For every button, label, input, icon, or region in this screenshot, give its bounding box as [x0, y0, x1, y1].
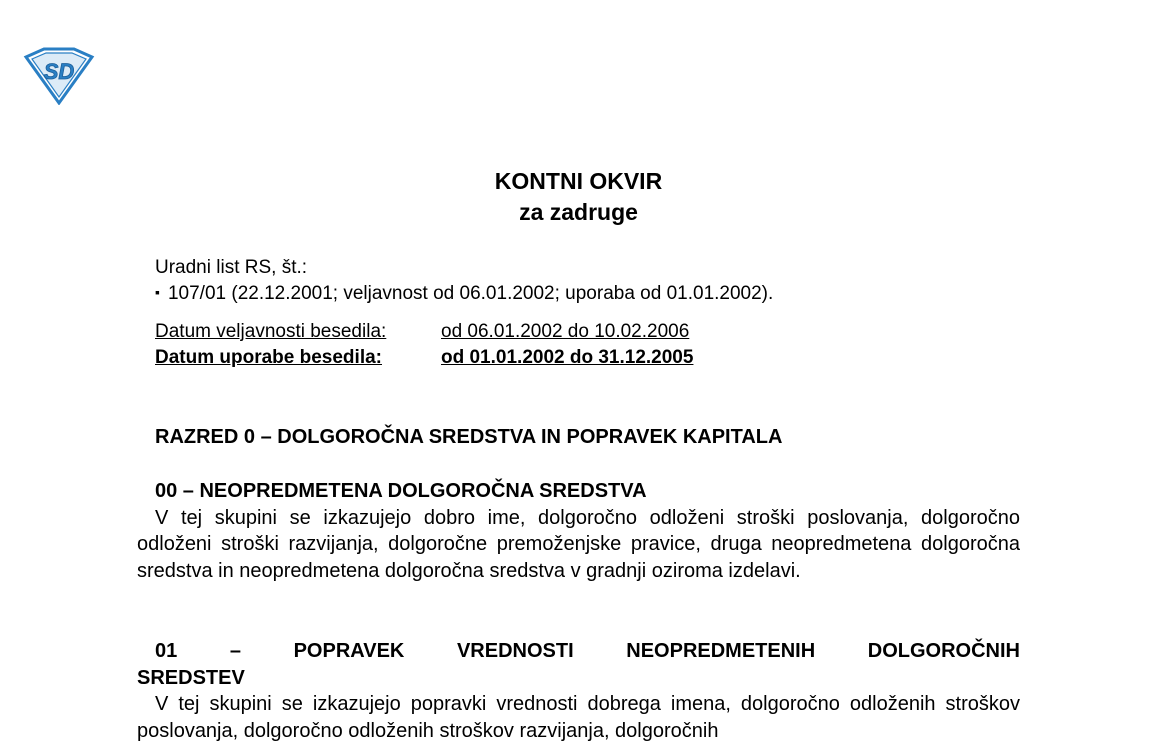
source-item: ▪ 107/01 (22.12.2001; veljavnost od 06.01.2002; uporaba od 01.01.2002).: [155, 281, 773, 307]
title-line-1: KONTNI OKVIR: [494, 168, 663, 194]
usage-label: Datum uporabe besedila:: [155, 347, 382, 368]
usage-value: od 01.01.2002 do 31.12.2005: [441, 347, 694, 368]
usage-date-row: [155, 345, 693, 371]
validity-date-row: [155, 319, 693, 345]
source-reference: [155, 255, 773, 307]
section-heading: 01 – POPRAVEK VREDNOSTI NEOPREDMETENIH DOLGOROČNIH SREDSTEV: [137, 640, 1020, 689]
sd-logo: [22, 47, 96, 105]
class-heading: RAZRED 0 – DOLGOROČNA SREDSTVA IN POPRAVEK KAPITALA: [155, 426, 783, 448]
section-01: [137, 638, 1020, 744]
sd-shield-logo-icon: [22, 47, 96, 105]
text-dates: [155, 319, 693, 371]
source-label: Uradni list RS, št.:: [155, 257, 308, 278]
title-line-2: za zadruge: [519, 199, 638, 225]
document-title: [0, 166, 1157, 228]
section-body: V tej skupini se izkazujejo popravki vrednosti dobrega imena, dolgoročno odloženih stroškov poslovanja, dolgoročno odloženih stroškov razvijanja, dolgoročnih: [137, 693, 1020, 742]
section-body: V tej skupini se izkazujejo dobro ime, dolgoročno odloženi stroški poslovanja, dolgoročno odloženi stroški razvijanja, dolgoročne premoženjske pravice, druga neopredmetena dolgoročna sredstva in neopredmetena dolgoročna sredstva v gradnji oziroma izdelavi.: [137, 506, 1020, 582]
validity-label: Datum veljavnosti besedila:: [155, 321, 387, 342]
validity-value: od 06.01.2002 do 10.02.2006: [441, 321, 690, 342]
section-heading: 00 – NEOPREDMETENA DOLGOROČNA SREDSTVA: [155, 480, 647, 502]
logo-text: SD: [43, 59, 75, 84]
section-00: [137, 478, 1020, 584]
